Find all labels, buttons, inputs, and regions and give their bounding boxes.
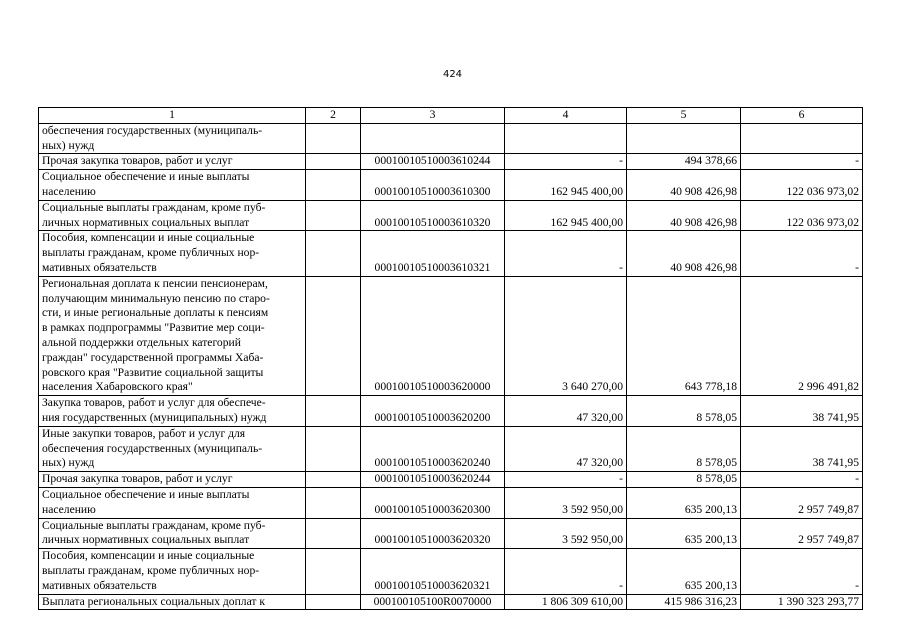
row-col5-value <box>627 123 741 154</box>
row-col4-value: 47 320,00 <box>505 426 627 471</box>
row-code-cell: 00010010510003620000 <box>361 276 505 395</box>
row-name-cell: Прочая закупка товаров, работ и услуг <box>39 472 306 488</box>
table-row <box>39 170 863 201</box>
row-code-cell: 00010010510003610300 <box>361 170 505 201</box>
row-col5-value: 40 908 426,98 <box>627 170 741 201</box>
row-col4-value: 162 945 400,00 <box>505 200 627 231</box>
row-col4-value: - <box>505 549 627 594</box>
row-code-cell: 00010010510003620200 <box>361 396 505 427</box>
row-col5-value: 415 986 316,23 <box>627 594 741 610</box>
row-col2-cell <box>306 200 361 231</box>
row-col2-cell <box>306 549 361 594</box>
table-header-row <box>39 108 863 124</box>
row-name-cell: Социальное обеспечение и иные выплаты населению <box>39 487 306 518</box>
table-row <box>39 549 863 594</box>
row-col2-cell <box>306 276 361 395</box>
row-name-cell: Выплата региональных социальных доплат к <box>39 594 306 610</box>
table-row <box>39 154 863 170</box>
row-col6-value: 122 036 973,02 <box>741 170 863 201</box>
row-name-cell: Прочая закупка товаров, работ и услуг <box>39 154 306 170</box>
row-col6-value: 2 996 491,82 <box>741 276 863 395</box>
row-col5-value: 635 200,13 <box>627 549 741 594</box>
row-col5-value: 8 578,05 <box>627 472 741 488</box>
row-code-cell: 00010010510003620244 <box>361 472 505 488</box>
row-col6-value <box>741 123 863 154</box>
table-row <box>39 426 863 471</box>
row-col2-cell <box>306 426 361 471</box>
row-col5-value: 635 200,13 <box>627 518 741 549</box>
row-code-cell: 00010010510003610320 <box>361 200 505 231</box>
table-row <box>39 518 863 549</box>
row-code-cell: 00010010510003620320 <box>361 518 505 549</box>
table-row <box>39 396 863 427</box>
row-col6-value: 38 741,95 <box>741 396 863 427</box>
row-name-cell: Социальные выплаты гражданам, кроме пуб- личных нормативных социальных выплат <box>39 200 306 231</box>
row-col2-cell <box>306 594 361 610</box>
row-col6-value: - <box>741 231 863 276</box>
table-row <box>39 487 863 518</box>
column-header-1: 1 <box>39 108 306 124</box>
column-header-2: 2 <box>306 108 361 124</box>
row-col2-cell <box>306 518 361 549</box>
row-col2-cell <box>306 170 361 201</box>
row-col5-value: 40 908 426,98 <box>627 231 741 276</box>
row-col5-value: 40 908 426,98 <box>627 200 741 231</box>
row-code-cell: 000100105100R0070000 <box>361 594 505 610</box>
row-name-cell: Социальное обеспечение и иные выплаты населению <box>39 170 306 201</box>
row-name-cell: Закупка товаров, работ и услуг для обеспече- ния государственных (муниципальных) нужд <box>39 396 306 427</box>
row-name-cell: Иные закупки товаров, работ и услуг для обеспечения государственных (муниципаль- ных) нужд <box>39 426 306 471</box>
row-name-cell: Социальные выплаты гражданам, кроме пуб- личных нормативных социальных выплат <box>39 518 306 549</box>
row-col6-value: 38 741,95 <box>741 426 863 471</box>
row-col6-value: 2 957 749,87 <box>741 518 863 549</box>
row-col4-value: 3 592 950,00 <box>505 487 627 518</box>
column-header-3: 3 <box>361 108 505 124</box>
row-col2-cell <box>306 154 361 170</box>
row-code-cell: 00010010510003620300 <box>361 487 505 518</box>
row-code-cell: 00010010510003620240 <box>361 426 505 471</box>
table-row <box>39 594 863 610</box>
row-col2-cell <box>306 123 361 154</box>
row-col6-value: 1 390 323 293,77 <box>741 594 863 610</box>
row-col6-value: - <box>741 472 863 488</box>
row-col6-value: 122 036 973,02 <box>741 200 863 231</box>
row-col4-value: - <box>505 472 627 488</box>
column-header-4: 4 <box>505 108 627 124</box>
row-col4-value: 3 592 950,00 <box>505 518 627 549</box>
table-row <box>39 472 863 488</box>
row-col4-value: 3 640 270,00 <box>505 276 627 395</box>
row-col2-cell <box>306 231 361 276</box>
row-col2-cell <box>306 472 361 488</box>
row-col4-value <box>505 123 627 154</box>
table-row <box>39 200 863 231</box>
row-name-cell: Пособия, компенсации и иные социальные выплаты гражданам, кроме публичных нор- мативных обязательств <box>39 549 306 594</box>
row-col6-value: - <box>741 549 863 594</box>
column-header-5: 5 <box>627 108 741 124</box>
column-header-6: 6 <box>741 108 863 124</box>
table-row <box>39 231 863 276</box>
row-code-cell: 00010010510003610321 <box>361 231 505 276</box>
row-col5-value: 8 578,05 <box>627 426 741 471</box>
row-name-cell: Региональная доплата к пенсии пенсионерам, получающим минимальную пенсию по старо- сти, и иные региональные доплаты к пенсиям в рамках подпрограммы "Развитие мер соци- альной поддержки отдельных категорий граждан" государственной программы Хаба- ровского края "Развитие социальной защиты населения Хабаровского края" <box>39 276 306 395</box>
budget-table <box>38 107 863 610</box>
row-col2-cell <box>306 487 361 518</box>
row-col4-value: - <box>505 154 627 170</box>
row-col6-value: - <box>741 154 863 170</box>
row-code-cell: 00010010510003610244 <box>361 154 505 170</box>
table-row <box>39 123 863 154</box>
row-col5-value: 8 578,05 <box>627 396 741 427</box>
row-col4-value: 1 806 309 610,00 <box>505 594 627 610</box>
row-col6-value: 2 957 749,87 <box>741 487 863 518</box>
row-col5-value: 643 778,18 <box>627 276 741 395</box>
row-col5-value: 494 378,66 <box>627 154 741 170</box>
row-col4-value: - <box>505 231 627 276</box>
row-name-cell: Пособия, компенсации и иные социальные выплаты гражданам, кроме публичных нор- мативных обязательств <box>39 231 306 276</box>
row-col2-cell <box>306 396 361 427</box>
row-col5-value: 635 200,13 <box>627 487 741 518</box>
row-name-cell: обеспечения государственных (муниципаль- ных) нужд <box>39 123 306 154</box>
row-code-cell: 00010010510003620321 <box>361 549 505 594</box>
row-code-cell <box>361 123 505 154</box>
table-row <box>39 276 863 395</box>
page-number: 424 <box>442 69 463 80</box>
row-col4-value: 162 945 400,00 <box>505 170 627 201</box>
row-col4-value: 47 320,00 <box>505 396 627 427</box>
